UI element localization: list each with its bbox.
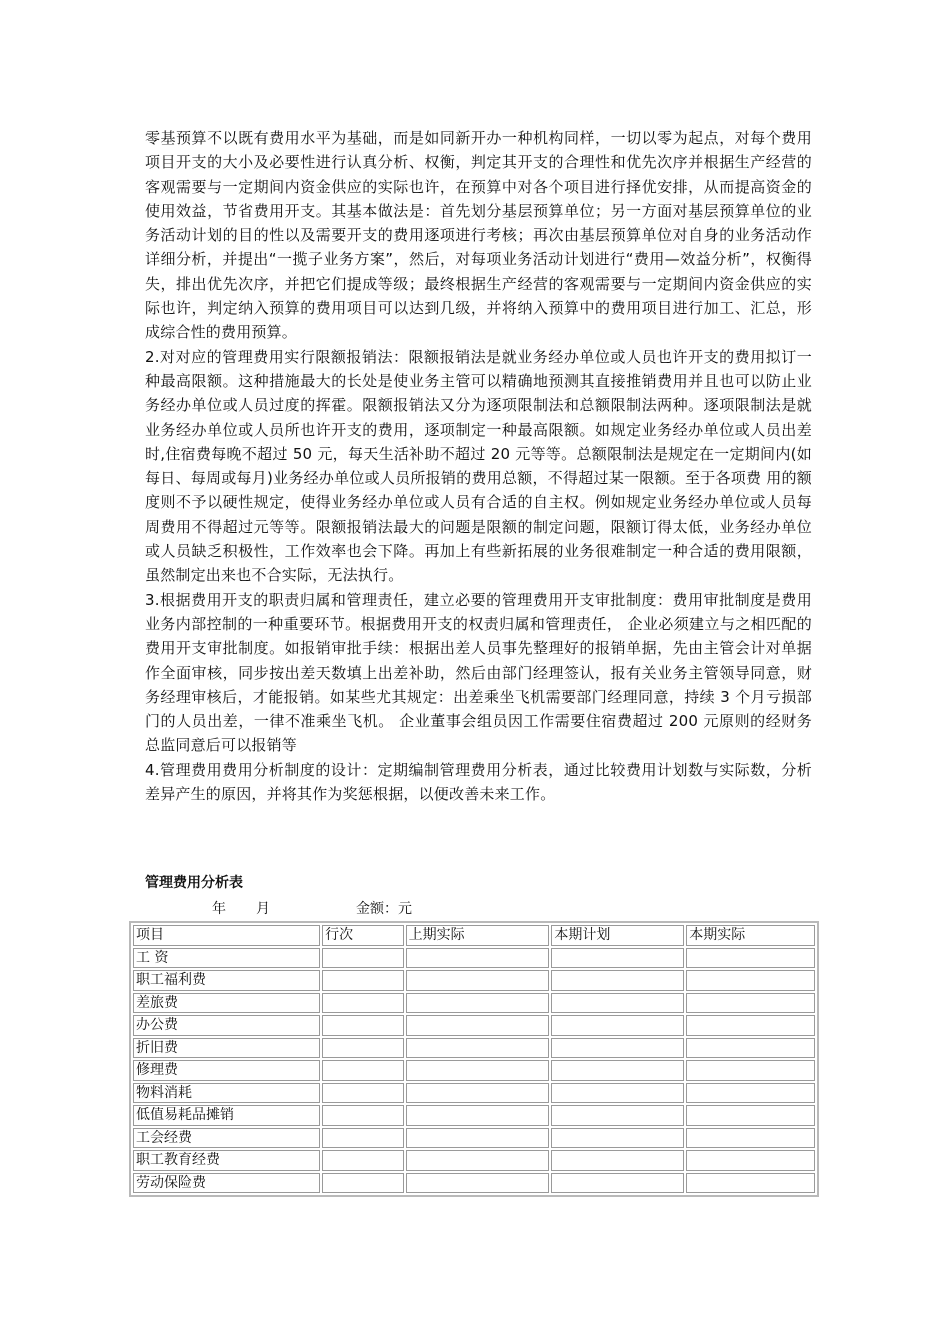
cell-line-no — [322, 1015, 403, 1036]
row-label: 低值易耗品摊销 — [133, 1105, 320, 1126]
table-row — [133, 993, 815, 1014]
cell-current-plan — [551, 1083, 684, 1104]
header-last-actual: 上期实际 — [406, 925, 550, 946]
cell-current-plan — [551, 1060, 684, 1081]
header-item: 项目 — [133, 925, 320, 946]
cell-line-no — [322, 1038, 403, 1059]
paragraph-analysis-system: 4.管理费用费用分析制度的设计：定期编制管理费用分析表，通过比较费用计划数与实际数，分析差异产生的原因，并将其作为奖惩根据，以便改善未来工作。 — [145, 760, 812, 804]
cell-line-no — [322, 970, 403, 991]
paragraph-zero-based-budget: 零基预算不以既有费用水平为基础，而是如同新开办一种机构同样，一切以零为起点，对每个费用项目开支的大小及必要性进行认真分析、权衡，判定其开支的合理性和优先次序并根据生产经营的客观需要与一定期间内资金供应的实际也许，在预算中对各个项目进行择优安排，从而提高资金的使用效益，节省费用开支。其基本做法是：首先划分基层预算单位；另一方面对基层预算单位的业务活动计划的目的性以及需要开支的费用逐项进行考核；再次由基层预算单位对自身的业务活动作详细分析，并提出“一揽子业务方案”，然后，对每项业务活动计划进行“费用—效益分析”，权衡得失，排出优先次序，并把它们提成等级；最终根据生产经营的客观需要与一定期间内资金供应的实际也许，判定纳入预算的费用项目可以达到几级，并将纳入预算中的费用项目进行加工、汇总，形成综合性的费用预算。 — [145, 129, 812, 342]
paragraph-approval-system: 3.根据费用开支的职责归属和管理责任，建立必要的管理费用开支审批制度：费用审批制度是费用业务内部控制的一种重要环节。根据费用开支的权责归属和管理责任， 企业必须建立与之相匹配的费用开支审批制度。如报销审批手续：根据出差人员事先整理好的报销单据，先由主管会计对单据作全面审核，同步按出差天数填上出差补助，然后由部门经理签认，报有关业务主管领导同意，财务经理审核后，才能报销。如某些尤其规定：出差乘坐飞机需要部门经理同意，持续 3 个月亏损部门的人员出差，一律不准乘坐飞机。 企业董事会组员因工作需要住宿费超过 200 元原则的经财务总监同意后可以报销等 — [145, 590, 812, 755]
year-label: 年 — [212, 901, 226, 917]
table-header-row — [133, 925, 815, 946]
table-row — [133, 970, 815, 991]
row-label: 劳动保险费 — [133, 1173, 320, 1194]
paragraph-limit-reimbursement: 2.对对应的管理费用实行限额报销法：限额报销法是就业务经办单位或人员也许开支的费用拟订一种最高限额。这种措施最大的长处是使业务主管可以精确地预测其直接推销费用并且也可以防止业务经办单位或人员过度的挥霍。限额报销法又分为逐项限制法和总额限制法两种。逐项限制法是就业务经办单位或人员所也许开支的费用，逐项制定一种最高限额。如规定业务经办单位或人员出差时,住宿费每晚不超过 50 元，每天生活补助不超过 20 元等等。总额限制法是规定在一定期间内(如每日、每周或每月)业务经办单位或人员所报销的费用总额，不得超过某一限额。至于各项费 用的额度则不予以硬性规定，使得业务经办单位或人员有合适的自主权。例如规定业务经办单位或人员每周费用不得超过元等等。限额报销法最大的问题是限额的制定问题，限额订得太低，业务经办单位或人员缺乏积极性，工作效率也会下降。再加上有些新拓展的业务很难制定一种合适的费用限额，虽然制定出来也不合实际，无法执行。 — [145, 347, 812, 585]
cell-last-actual — [406, 1015, 550, 1036]
month-label: 月 — [256, 901, 270, 917]
cell-current-actual — [686, 948, 815, 969]
cell-current-actual — [686, 1150, 815, 1171]
cell-last-actual — [406, 1173, 550, 1194]
table-row — [133, 1150, 815, 1171]
row-label: 修理费 — [133, 1060, 320, 1081]
cell-current-plan — [551, 1128, 684, 1149]
row-label: 办公费 — [133, 1015, 320, 1036]
cell-line-no — [322, 1060, 403, 1081]
cell-last-actual — [406, 1128, 550, 1149]
row-label: 工会经费 — [133, 1128, 320, 1149]
header-line-no: 行次 — [322, 925, 403, 946]
table-row — [133, 1060, 815, 1081]
cell-line-no — [322, 1083, 403, 1104]
expense-analysis-table — [129, 921, 819, 1197]
cell-current-actual — [686, 1015, 815, 1036]
row-label: 工 资 — [133, 948, 320, 969]
cell-current-plan — [551, 1038, 684, 1059]
cell-current-actual — [686, 1105, 815, 1126]
row-label: 职工教育经费 — [133, 1150, 320, 1171]
table-row — [133, 1083, 815, 1104]
row-label: 折旧费 — [133, 1038, 320, 1059]
cell-current-actual — [686, 1083, 815, 1104]
cell-current-plan — [551, 1173, 684, 1194]
cell-current-plan — [551, 1150, 684, 1171]
cell-line-no — [322, 1173, 403, 1194]
table-row — [133, 1128, 815, 1149]
cell-line-no — [322, 948, 403, 969]
cell-current-plan — [551, 970, 684, 991]
header-current-actual: 本期实际 — [686, 925, 815, 946]
cell-line-no — [322, 1105, 403, 1126]
cell-last-actual — [406, 948, 550, 969]
cell-line-no — [322, 1150, 403, 1171]
row-label: 差旅费 — [133, 993, 320, 1014]
cell-last-actual — [406, 1083, 550, 1104]
cell-current-plan — [551, 1105, 684, 1126]
cell-current-actual — [686, 970, 815, 991]
cell-last-actual — [406, 1060, 550, 1081]
document-body — [145, 126, 812, 806]
table-row — [133, 948, 815, 969]
cell-last-actual — [406, 1150, 550, 1171]
cell-current-actual — [686, 1060, 815, 1081]
cell-line-no — [322, 993, 403, 1014]
cell-line-no — [322, 1128, 403, 1149]
table-row — [133, 1038, 815, 1059]
cell-current-actual — [686, 1173, 815, 1194]
table-row — [133, 1105, 815, 1126]
cell-current-plan — [551, 1015, 684, 1036]
table-title: 管理费用分析表 — [145, 875, 243, 891]
cell-current-actual — [686, 993, 815, 1014]
table-row — [133, 1173, 815, 1194]
row-label: 职工福利费 — [133, 970, 320, 991]
cell-current-plan — [551, 993, 684, 1014]
cell-last-actual — [406, 1105, 550, 1126]
cell-last-actual — [406, 993, 550, 1014]
cell-last-actual — [406, 1038, 550, 1059]
row-label: 物料消耗 — [133, 1083, 320, 1104]
header-current-plan: 本期计划 — [551, 925, 684, 946]
amount-unit-label: 金额：元 — [356, 901, 412, 917]
cell-current-actual — [686, 1128, 815, 1149]
table-row — [133, 1015, 815, 1036]
cell-current-actual — [686, 1038, 815, 1059]
cell-current-plan — [551, 948, 684, 969]
cell-last-actual — [406, 970, 550, 991]
